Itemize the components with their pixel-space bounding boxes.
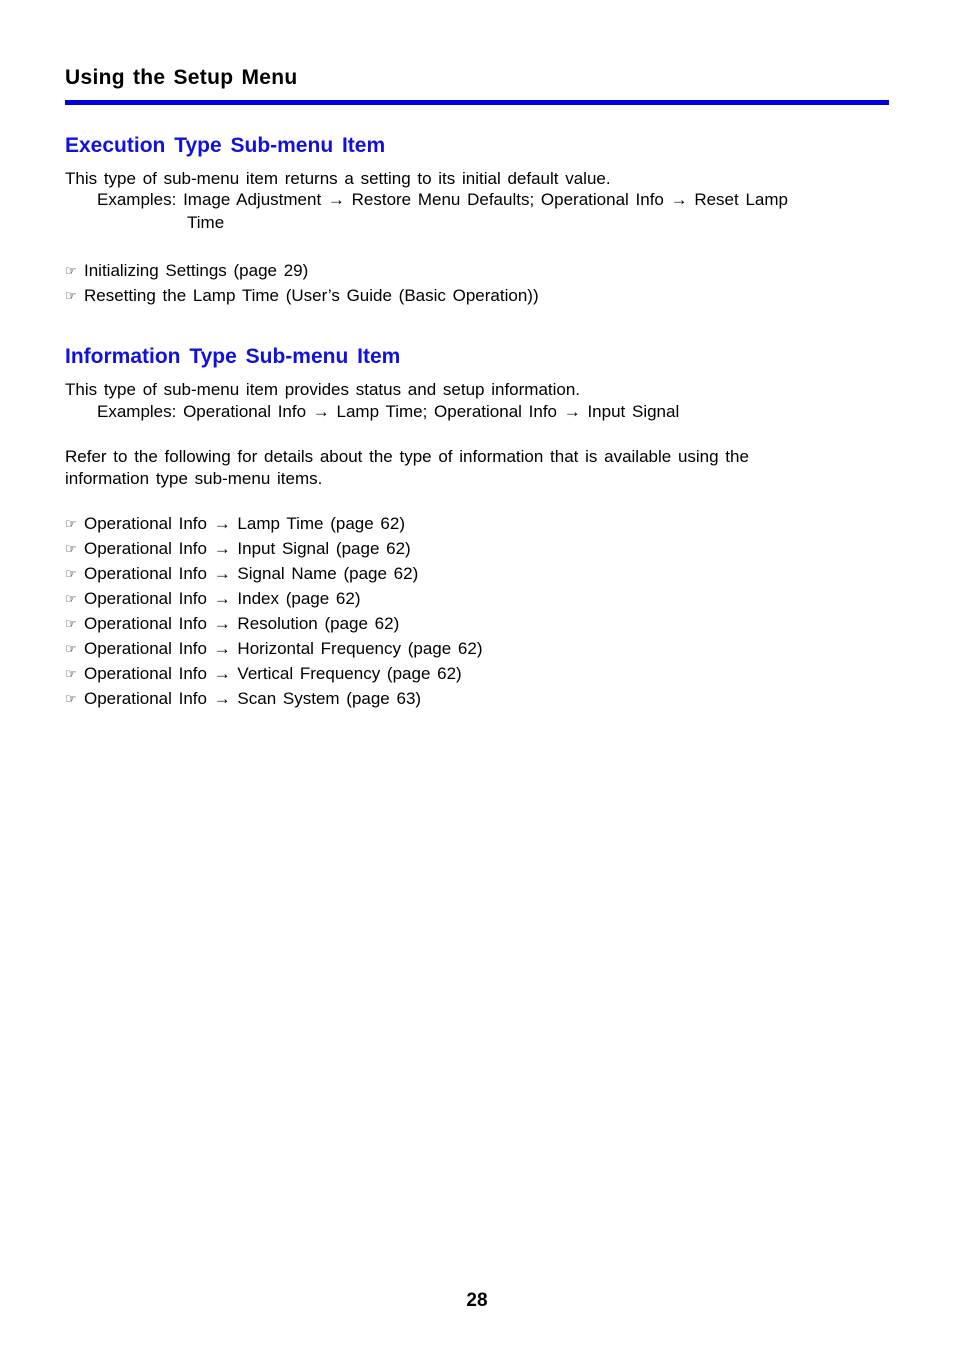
reference-text: Operational Info → Vertical Frequency (page 62) [84,664,462,683]
reference-link[interactable] [65,613,399,635]
reference-link[interactable] [65,285,539,307]
pointing-hand-icon: ☞ [65,691,77,706]
execution-examples-line1: Examples: Image Adjustment → Restore Menu Defaults; Operational Info → Reset Lamp [97,190,788,209]
pointing-hand-icon: ☞ [65,666,77,681]
reference-link[interactable] [65,663,462,685]
reference-link[interactable] [65,538,411,560]
pointing-hand-icon: ☞ [65,263,77,278]
execution-examples-line2: Time [187,213,225,232]
pointing-hand-icon: ☞ [65,288,77,303]
reference-link[interactable] [65,588,361,610]
information-section-title: Information Type Sub-menu Item [65,345,401,368]
reference-text: Operational Info → Signal Name (page 62) [84,564,419,583]
execution-description: This type of sub-menu item returns a setting to its initial default value. [65,169,611,188]
reference-text: Operational Info → Index (page 62) [84,589,361,608]
pointing-hand-icon: ☞ [65,591,77,606]
reference-text: Resetting the Lamp Time (User’s Guide (Basic Operation)) [84,286,539,305]
header-rule [65,100,889,105]
page-header: Using the Setup Menu [65,66,298,89]
reference-link[interactable] [65,563,418,585]
pointing-hand-icon: ☞ [65,616,77,631]
information-description: This type of sub-menu item provides status and setup information. [65,380,581,399]
pointing-hand-icon: ☞ [65,566,77,581]
pointing-hand-icon: ☞ [65,516,77,531]
page-number: 28 [466,1290,488,1311]
pointing-hand-icon: ☞ [65,541,77,556]
reference-link[interactable] [65,638,482,660]
refer-paragraph-line1: Refer to the following for details about the type of information that is available using the [65,447,749,466]
reference-text: Operational Info → Resolution (page 62) [84,614,400,633]
execution-section-title: Execution Type Sub-menu Item [65,134,386,157]
reference-text: Operational Info → Lamp Time (page 62) [84,514,405,533]
information-examples: Examples: Operational Info → Lamp Time; Operational Info → Input Signal [97,402,680,421]
reference-link[interactable] [65,513,405,535]
reference-text: Initializing Settings (page 29) [84,261,309,280]
reference-link[interactable] [65,260,308,282]
reference-text: Operational Info → Scan System (page 63) [84,689,422,708]
pointing-hand-icon: ☞ [65,641,77,656]
refer-paragraph-line2: information type sub-menu items. [65,469,323,488]
reference-text: Operational Info → Horizontal Frequency (page 62) [84,639,483,658]
reference-text: Operational Info → Input Signal (page 62) [84,539,411,558]
reference-link[interactable] [65,688,421,710]
